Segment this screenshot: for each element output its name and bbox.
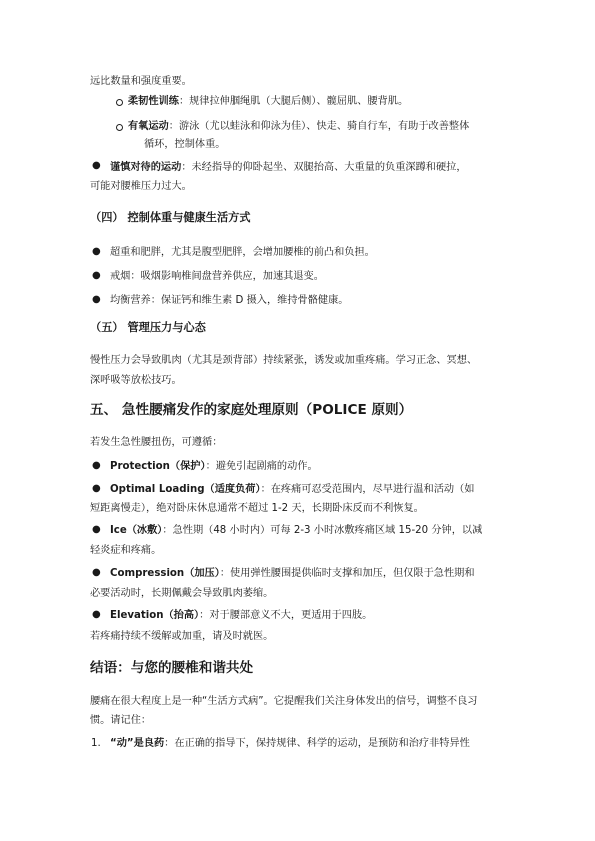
bullet-icon: ● [92, 160, 101, 171]
bullet-icon: ● [92, 524, 101, 535]
police-item-continuation: 轻炎症和疼痛。 [90, 545, 162, 556]
bullet-icon: ● [92, 270, 101, 281]
conclusion-item-text: ：在正确的指导下，保持规律、科学的运动，是预防和治疗非特异性 [164, 738, 470, 749]
section-5-heading: （五） 管理压力与心态 [90, 321, 206, 334]
hollow-bullet-icon [116, 99, 123, 106]
police-text: ：使用弹性腰围提供临时支撑和加压，但仅限于急性期和 [219, 568, 475, 579]
hollow-bullet-icon [116, 124, 123, 131]
paragraph-continuation: 远比数量和强度重要。 [90, 76, 192, 87]
police-item-protection [110, 460, 530, 474]
bullet-icon: ● [92, 483, 101, 494]
conclusion-item-term: “动”是良药 [110, 738, 165, 749]
sub-bullet-text: ：游泳（尤以蛙泳和仰泳为佳）、快走、骑自行车，有助于改善整体 [168, 121, 470, 132]
police-item-continuation: 短距离慢走），绝对卧床休息通常不超过 1-2 天，长期卧床反而不利恢复。 [90, 503, 424, 514]
police-item-continuation: 必要活动时，长期佩戴会导致肌肉萎缩。 [90, 588, 274, 599]
bullet-icon: ● [92, 246, 101, 257]
section-5-paragraph: 慢性压力会导致肌肉（尤其是颈背部）持续紧张，诱发或加重疼痛。学习正念、冥想、 [90, 355, 478, 366]
section-4-heading: （四） 控制体重与健康生活方式 [90, 211, 251, 224]
police-item-ice [110, 524, 530, 538]
bullet-icon: ● [92, 609, 101, 620]
chapter-5-heading: 五、 急性腰痛发作的家庭处理原则（POLICE 原则） [90, 402, 413, 418]
police-term: Elevation（抬高） [110, 610, 200, 621]
section-5-paragraph-continuation: 深呼吸等放松技巧。 [90, 375, 182, 386]
police-term: Ice（冰敷） [110, 525, 163, 536]
conclusion-paragraph: 腰痛在很大程度上是一种“生活方式病”。它提醒我们关注身体发出的信号，调整不良习 [90, 696, 478, 707]
police-term: Protection（保护） [110, 461, 206, 472]
police-term: Optimal Loading（适度负荷） [110, 484, 261, 495]
police-item-elevation [110, 609, 530, 623]
police-item-compression [110, 567, 530, 581]
police-item-optimal-loading [110, 483, 530, 497]
list-item: 超重和肥胖，尤其是腹型肥胖，会增加腰椎的前凸和负担。 [110, 247, 375, 258]
chapter-5-closing: 若疼痛持续不缓解或加重，请及时就医。 [90, 631, 274, 642]
bullet-icon: ● [92, 460, 101, 471]
caution-continuation: 可能对腰椎压力过大。 [90, 181, 192, 192]
caution-term: 谨慎对待的运动 [110, 162, 182, 173]
sub-bullet-continuation: 循环，控制体重。 [144, 139, 226, 150]
list-number: 1. [91, 738, 101, 749]
bullet-icon: ● [92, 294, 101, 305]
bullet-icon: ● [92, 567, 101, 578]
caution-text: ：未经指导的仰卧起坐、双腿抬高、大重量的负重深蹲和硬拉， [181, 162, 467, 173]
sub-bullet-text: ：规律拉伸腘绳肌（大腿后侧）、髋屈肌、腰背肌。 [178, 96, 409, 107]
sub-bullet-term: 柔韧性训练 [128, 96, 179, 107]
police-text: ：急性期（48 小时内）可每 2-3 小时冰敷疼痛区域 15-20 分钟，以减 [162, 525, 483, 536]
chapter-5-lead: 若发生急性腰扭伤，可遵循： [90, 437, 223, 448]
conclusion-heading: 结语：与您的腰椎和谐共处 [90, 660, 254, 676]
list-item: 戒烟：吸烟影响椎间盘营养供应，加速其退变。 [110, 271, 324, 282]
police-term: Compression（加压） [110, 568, 220, 579]
sub-bullet-term: 有氧运动 [128, 121, 169, 132]
conclusion-list-item [110, 737, 530, 751]
police-text: ：在疼痛可忍受范围内，尽早进行温和活动（如 [260, 484, 475, 495]
police-text: ：避免引起剧痛的动作。 [205, 461, 318, 472]
list-item: 均衡营养：保证钙和维生素 D 摄入，维持骨骼健康。 [110, 295, 349, 306]
sub-bullet-flexibility [128, 95, 548, 109]
conclusion-paragraph-continuation: 惯。请记住： [90, 715, 152, 726]
caution-bullet [110, 161, 530, 175]
sub-bullet-aerobic [128, 120, 548, 134]
police-text: ：对于腰部意义不大，更适用于四肢。 [199, 610, 373, 621]
